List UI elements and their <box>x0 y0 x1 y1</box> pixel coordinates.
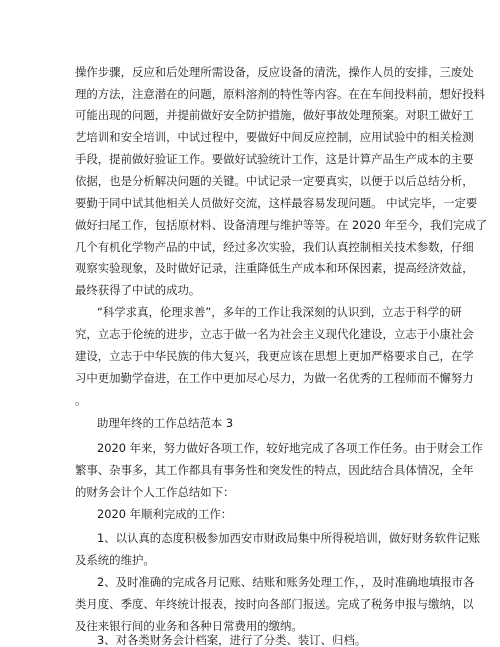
text-line: 手段，提前做好验证工作。要做好试验统计工作，这是计算产品生产成本的主要 <box>75 152 474 166</box>
text-line: “科学求真，伦理求善”，多年的工作让我深刻的认识到，立志于科学的研 <box>97 305 462 319</box>
text-line: 习中更加勤学奋进，在工作中更加尽心尽力，为做一名优秀的工程师而不懈努力 <box>75 371 474 385</box>
section-heading: 助理年终的工作总结范本 3 <box>97 416 234 430</box>
text-line: 及往来银行间的业务和各种日常费用的缴纳。 <box>75 619 303 633</box>
text-line: 要勤于同中试其他相关人员做好交流，这样最容易发现问题。 中试完毕，一定要 <box>75 196 478 210</box>
text-line: 依据，也是分析解决问题的关键。中试记录一定要真实，以便于以后总结分析， <box>75 174 474 188</box>
text-line: 的财务会计个人工作总结如下： <box>75 485 235 499</box>
text-line: 类月度、季度、年终统计报表，按时向各部门报送。完成了税务申报与缴纳，以 <box>75 597 474 611</box>
text-line: 观察实验现象，及时做好记录，注重降低生产成本和环保因素，提高经济效益， <box>75 261 474 275</box>
text-line: 。 <box>75 393 87 407</box>
text-line: 几个有机化学物产品的中试，经过多次实验，我们认真控制相关技术参数，仔细 <box>75 240 474 254</box>
text-line: 可能出现的问题，并提前做好安全防护措施，做好事故处理预案。对职工做好工 <box>75 108 474 122</box>
text-line: 建设，立志于中华民族的伟大复兴，我更应该在思想上更加严格要求自己，在学 <box>75 349 474 363</box>
text-line: 2020 年顺利完成的工作： <box>97 507 233 521</box>
text-line: 繁事、杂事多，其工作都具有事务性和突发性的特点，因此结合具体情况，全年 <box>75 463 474 477</box>
text-line: 操作步骤，反应和后处理所需设备，反应设备的清洗，操作人员的安排，三废处 <box>75 65 474 79</box>
text-line: 2、及时准确的完成各月记账、结账和账务处理工作，，及时准确地填报市各 <box>97 575 475 589</box>
text-line: 及系统的维护。 <box>75 553 155 567</box>
text-line: 最终获得了中试的成功。 <box>75 283 201 297</box>
text-line: 1、以认真的态度积极参加西安市财政局集中所得税培训，做好财务软件记账 <box>97 531 481 545</box>
text-line: 2020 年来，努力做好各项工作，较好地完成了各项工作任务。由于财会工作 <box>97 441 483 455</box>
text-line: 做好扫尾工作，包括原材料、设备清理与维护等等。在 2020 年至今，我们完成了 <box>75 218 488 232</box>
text-line: 究，立志于伦统的进步，立志于做一名为社会主义现代化建设，立志于小康社会 <box>75 327 474 341</box>
text-line: 3、对各类财务会计档案，进行了分类、装订、归档。 <box>97 633 367 647</box>
text-line: 艺培训和安全培训，中试过程中，要做好中间反应控制，应用试验中的相关检测 <box>75 130 474 144</box>
text-line: 理的方法，注意潜在的问题，原料溶剂的特性等内容。在在车间投料前，想好投料 <box>75 87 486 101</box>
